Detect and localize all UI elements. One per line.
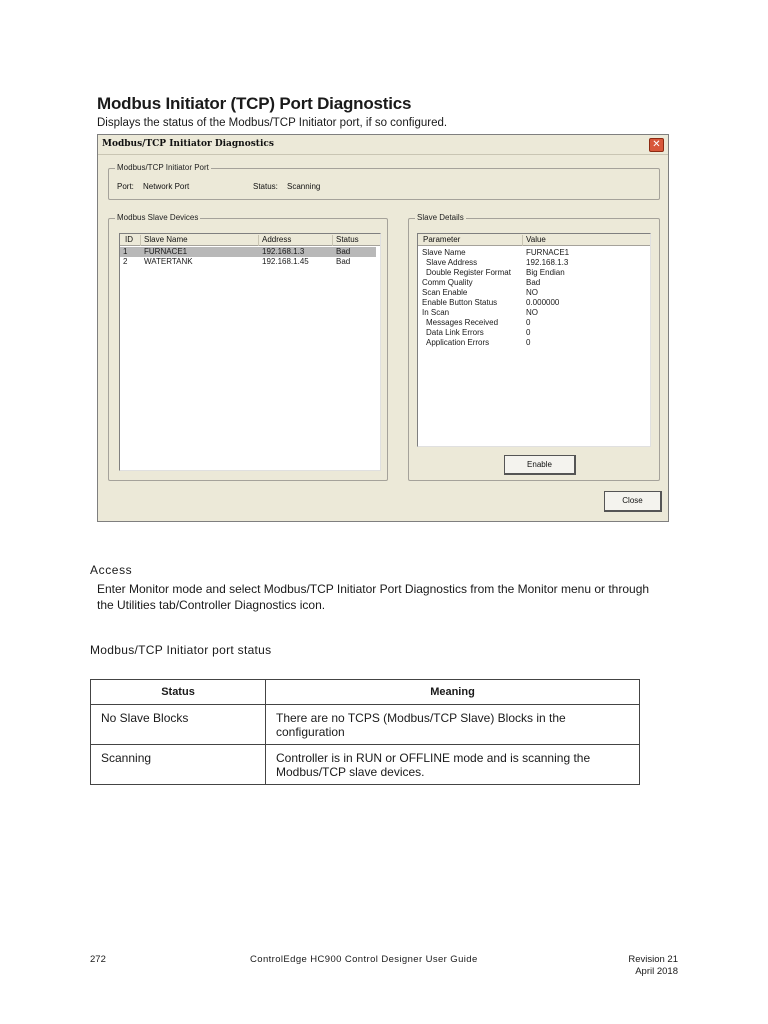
param-value: 0: [526, 328, 531, 337]
param-label: Application Errors: [426, 338, 490, 347]
access-heading: Access: [90, 563, 133, 577]
param-label: In Scan: [422, 308, 450, 317]
list-item[interactable]: [418, 258, 650, 268]
page-number: 272: [90, 954, 106, 965]
list-item[interactable]: [418, 338, 650, 348]
param-value: NO: [526, 308, 538, 317]
slave-details-list[interactable]: [417, 233, 651, 447]
col-slave-name[interactable]: Slave Name: [140, 235, 188, 246]
param-label: Enable Button Status: [422, 298, 498, 307]
slave-devices-header: [120, 234, 380, 246]
param-value: FURNACE1: [526, 248, 570, 257]
param-value: 192.168.1.3: [526, 258, 569, 267]
col-parameter[interactable]: Parameter: [423, 235, 461, 244]
param-label: Scan Enable: [422, 288, 468, 297]
list-item[interactable]: [418, 278, 650, 288]
param-label: Slave Address: [426, 258, 478, 267]
access-text: Enter Monitor mode and select Modbus/TCP Initiator Port Diagnostics from the Monitor menu or through the Utilities tab/Controller Diagnostics icon.: [97, 582, 650, 612]
revision: Revision 21: [628, 954, 678, 965]
diagnostics-dialog: [97, 134, 669, 522]
port-value: Network Port: [143, 182, 190, 191]
param-label: Comm Quality: [422, 278, 473, 287]
row-name: FURNACE1: [144, 247, 188, 256]
table-row: [91, 705, 640, 745]
param-label: Messages Received: [426, 318, 499, 327]
slave-devices-list[interactable]: [119, 233, 381, 471]
page-subheading: Displays the status of the Modbus/TCP Initiator port, if so configured.: [97, 117, 448, 129]
port-status-heading: Modbus/TCP Initiator port status: [90, 643, 272, 657]
list-item[interactable]: [418, 308, 650, 318]
port-label: Port:: [117, 182, 134, 191]
close-button[interactable]: Close: [604, 491, 662, 512]
col-status-header: Status: [91, 680, 266, 705]
status-label: Status:: [253, 182, 278, 191]
row-address: 192.168.1.45: [262, 257, 309, 266]
col-id[interactable]: ID: [125, 235, 133, 244]
row-id: 1: [123, 247, 128, 256]
meaning-cell: There are no TCPS (Modbus/TCP Slave) Blocks in the configuration: [266, 705, 640, 745]
enable-button[interactable]: Enable: [504, 455, 576, 475]
close-icon[interactable]: ✕: [649, 138, 664, 152]
status-meaning-table: [90, 679, 640, 785]
col-meaning-header: Meaning: [266, 680, 640, 705]
param-value: Bad: [526, 278, 541, 287]
list-item[interactable]: [418, 268, 650, 278]
param-label: Data Link Errors: [426, 328, 484, 337]
table-row: [91, 745, 640, 785]
param-label: Slave Name: [422, 248, 466, 257]
param-value: NO: [526, 288, 538, 297]
list-item[interactable]: [418, 298, 650, 308]
slave-devices-group: [108, 213, 388, 481]
param-value: Big Endian: [526, 268, 565, 277]
slave-devices-label: Modbus Slave Devices: [117, 213, 199, 222]
revision-date: April 2018: [635, 966, 678, 977]
status-cell: No Slave Blocks: [91, 705, 266, 745]
col-status[interactable]: Status: [332, 235, 359, 246]
list-item[interactable]: [418, 248, 650, 258]
meaning-cell: Controller is in RUN or OFFLINE mode and is scanning the Modbus/TCP slave devices.: [266, 745, 640, 785]
param-value: 0: [526, 318, 531, 327]
dialog-title: Modbus/TCP Initiator Diagnostics: [102, 139, 274, 149]
status-value: Scanning: [287, 182, 321, 191]
table-row[interactable]: [120, 257, 376, 267]
list-item[interactable]: [418, 328, 650, 338]
row-status: Bad: [336, 247, 351, 256]
col-value[interactable]: Value: [522, 235, 546, 246]
revision-block: [628, 954, 678, 978]
row-id: 2: [123, 257, 128, 266]
list-item[interactable]: [418, 318, 650, 328]
param-value: 0: [526, 338, 531, 347]
port-group-label: Modbus/TCP Initiator Port: [117, 163, 209, 172]
row-status: Bad: [336, 257, 351, 266]
param-value: 0.000000: [526, 298, 560, 307]
slave-details-group: [408, 213, 660, 481]
slave-details-header: [418, 234, 650, 246]
page-heading: Modbus Initiator (TCP) Port Diagnostics: [97, 94, 412, 113]
list-item[interactable]: [418, 288, 650, 298]
table-header-row: [91, 680, 640, 705]
status-cell: Scanning: [91, 745, 266, 785]
row-address: 192.168.1.3: [262, 247, 305, 256]
row-name: WATERTANK: [144, 257, 193, 266]
dialog-titlebar: [98, 135, 668, 155]
table-row[interactable]: [120, 247, 376, 257]
param-label: Double Register Format: [426, 268, 511, 277]
slave-details-label: Slave Details: [417, 213, 464, 222]
port-group: [108, 163, 660, 200]
guide-title: ControlEdge HC900 Control Designer User Guide: [250, 954, 478, 965]
col-address[interactable]: Address: [258, 235, 291, 246]
